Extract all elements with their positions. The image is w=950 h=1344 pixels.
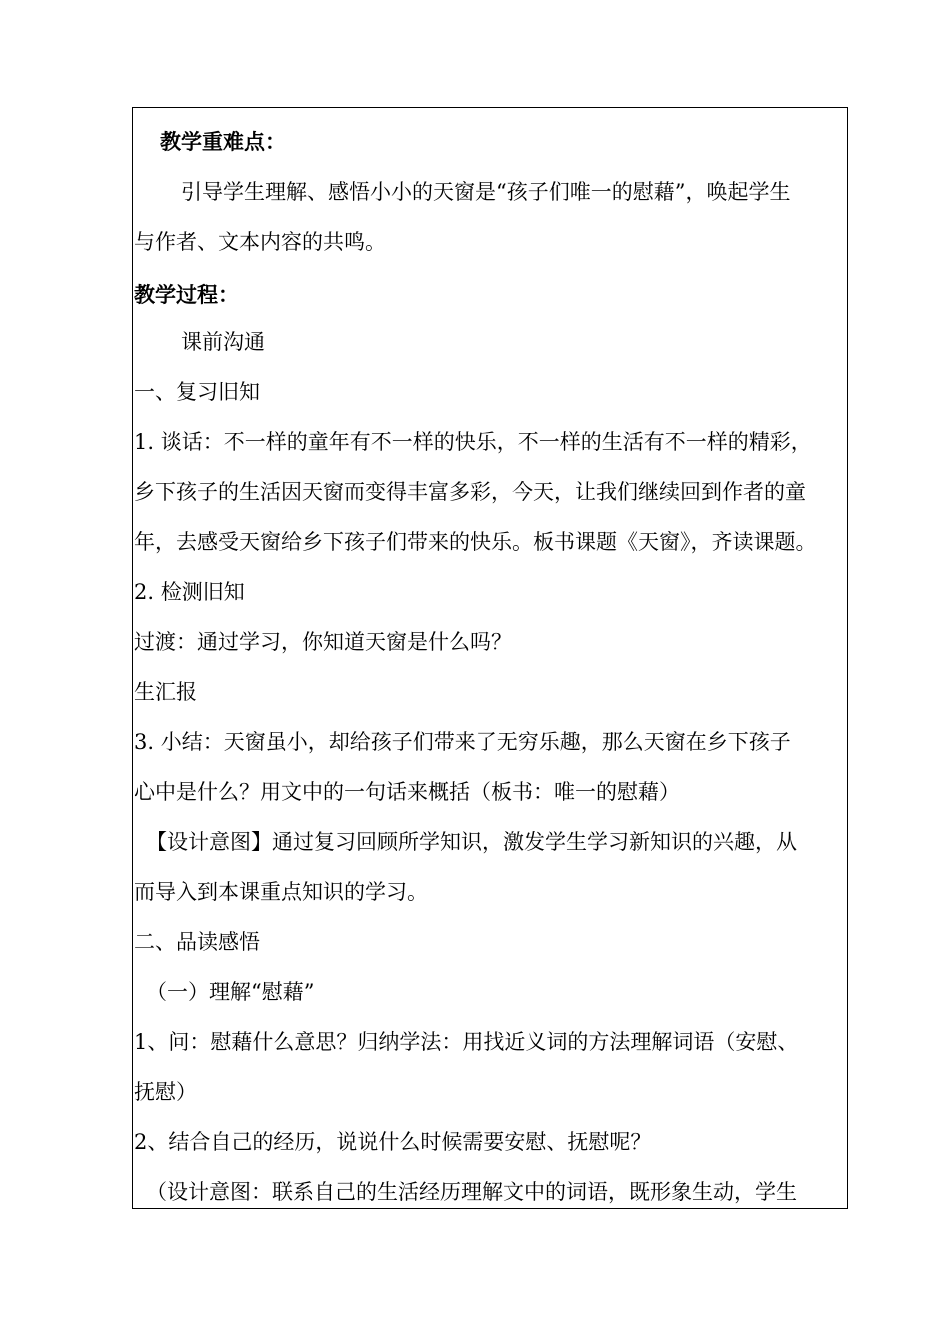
paragraph-line: 3. 小结：天窗虽小，却给孩子们带来了无穷乐趣，那么天窗在乡下孩子 <box>134 730 791 754</box>
paragraph-line: 过渡：通过学习，你知道天窗是什么吗？ <box>134 630 512 654</box>
paragraph-line: 乡下孩子的生活因天窗而变得丰富多彩，今天，让我们继续回到作者的童 <box>134 480 806 504</box>
paragraph-line: 2、结合自己的经历，说说什么时候需要安慰、抚慰呢？ <box>134 1130 652 1154</box>
paragraph-line: 心中是什么？用文中的一句话来概括（板书：唯一的慰藉） <box>134 780 680 804</box>
design-intent-line: （设计意图：联系自己的生活经历理解文中的词语，既形象生动，学生 <box>146 1180 797 1204</box>
paragraph-line: 1. 谈话：不一样的童年有不一样的快乐，不一样的生活有不一样的精彩， <box>134 430 812 454</box>
subheading-understand: （一）理解“慰藉” <box>146 980 315 1004</box>
paragraph-line: 与作者、文本内容的共鸣。 <box>134 230 386 254</box>
paragraph-line: 而导入到本课重点知识的学习。 <box>134 880 428 904</box>
design-intent-line: 【设计意图】通过复习回顾所学知识，激发学生学习新知识的兴趣，从 <box>146 830 797 854</box>
paragraph-line: 2. 检测旧知 <box>134 580 245 604</box>
paragraph-line: 生汇报 <box>134 680 197 704</box>
paragraph-line: 年，去感受天窗给乡下孩子们带来的快乐。板书课题《天窗》，齐读课题。 <box>134 530 817 554</box>
section-heading-key-points: 教学重难点： <box>160 129 286 154</box>
subheading-pre-class: 课前沟通 <box>181 330 265 354</box>
subheading-reading: 二、品读感悟 <box>134 930 260 954</box>
subheading-review: 一、复习旧知 <box>134 380 260 404</box>
paragraph-line: 引导学生理解、感悟小小的天窗是“孩子们唯一的慰藉”，唤起学生 <box>181 180 791 204</box>
section-heading-process: 教学过程： <box>134 282 239 307</box>
paragraph-line: 1、问：慰藉什么意思？归纳学法：用找近义词的方法理解词语（安慰、 <box>134 1030 799 1054</box>
paragraph-line: 抚慰） <box>134 1080 197 1104</box>
